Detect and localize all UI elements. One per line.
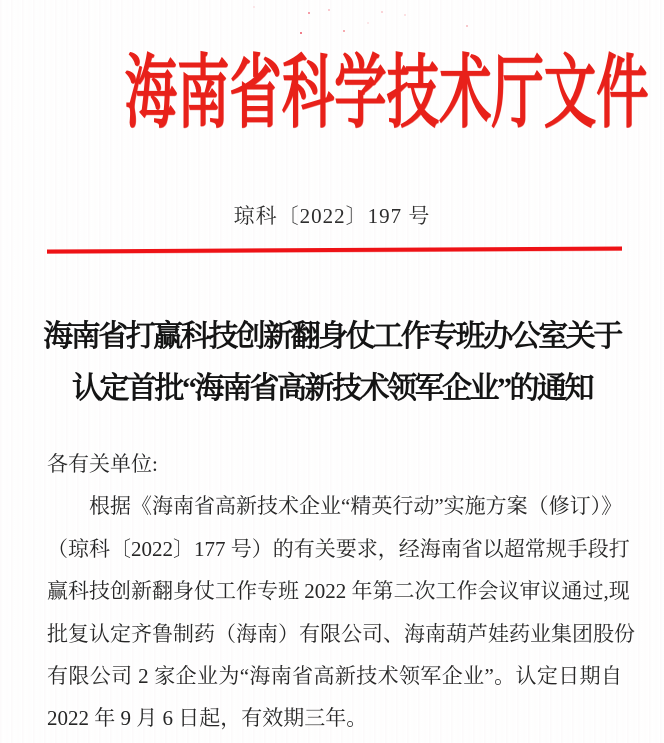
paragraph-line: 批复认定齐鲁制药（海南）有限公司、海南葫芦娃药业集团股份: [47, 621, 635, 646]
paragraph-line: （琼科〔2022〕177 号）的有关要求，经海南省以超常规手段打: [47, 536, 630, 561]
red-divider-rule: [47, 246, 622, 253]
scan-noise-speckles: [0, 0, 2, 2]
notice-title-line-1: 海南省打赢科技创新翻身仗工作专班办公室关于: [43, 320, 621, 353]
paragraph-line: 有限公司 2 家企业为“海南省高新技术领军企业”。认定日期自: [47, 664, 622, 689]
paragraph-line: 根据《海南省高新技术企业“精英行动”实施方案（修订）》: [89, 494, 623, 519]
paragraph-line: 赢科技创新翻身仗工作专班 2022 年第二次工作会议审议通过,现: [47, 579, 630, 604]
body-text-block: [47, 443, 635, 740]
notice-title-line-2: 认定首批“海南省高新技术领军企业”的通知: [72, 372, 592, 405]
red-header-org-title: 海南省科学技术厅文件: [124, 50, 649, 138]
document-number: 琼科〔2022〕197 号: [233, 204, 431, 228]
notice-title: [0, 311, 664, 415]
paragraph-line: 2022 年 9 月 6 日起，有效期三年。: [47, 706, 368, 731]
salutation: 各有关单位:: [47, 452, 158, 476]
